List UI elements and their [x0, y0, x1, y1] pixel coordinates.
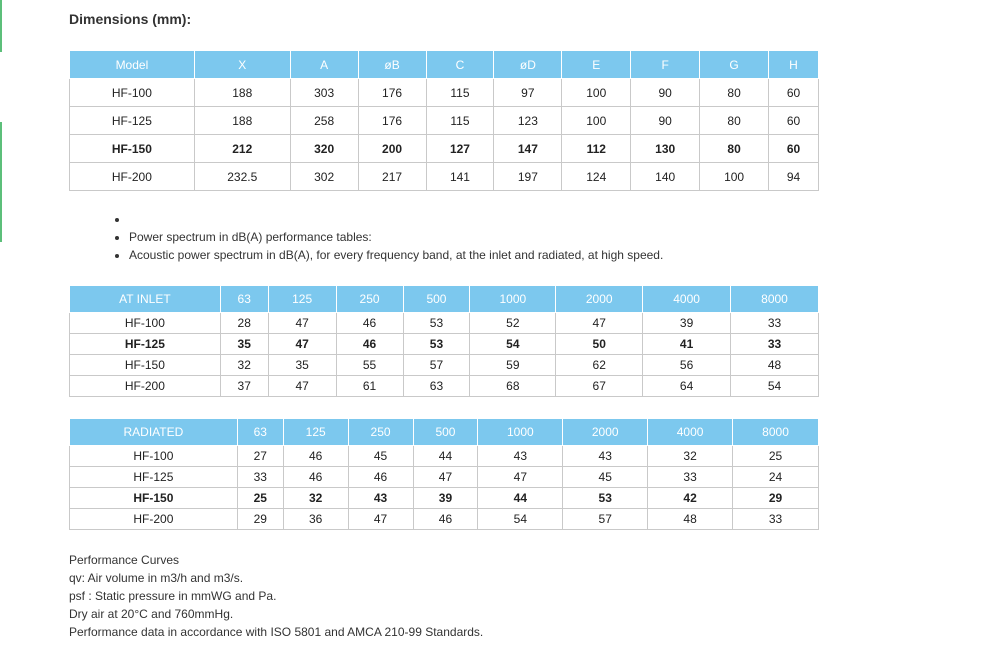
- header-cell: E: [562, 51, 631, 79]
- table-cell: 46: [283, 446, 348, 467]
- list-item: • Power spectrum in dB(A) performance tables:: [129, 228, 663, 246]
- table-row: [70, 355, 819, 376]
- table-cell: 47: [348, 509, 413, 530]
- table-cell: 33: [648, 467, 733, 488]
- table-cell: 25: [733, 446, 819, 467]
- table-cell: HF-150: [70, 355, 221, 376]
- dimensions-header-row: [70, 51, 819, 79]
- table-cell: 47: [268, 376, 336, 397]
- table-cell: 100: [562, 79, 631, 107]
- table-cell: 63: [403, 376, 470, 397]
- inlet-spectrum-table: [69, 285, 819, 397]
- table-cell: 188: [194, 79, 290, 107]
- header-cell: 500: [403, 286, 470, 313]
- table-cell: 258: [290, 107, 358, 135]
- table-cell: 94: [769, 163, 819, 191]
- table-cell: 67: [556, 376, 643, 397]
- table-cell: 90: [631, 79, 700, 107]
- table-row: [70, 446, 819, 467]
- table-cell: 48: [731, 355, 819, 376]
- table-row: [70, 313, 819, 334]
- table-row: [70, 107, 819, 135]
- performance-line: Dry air at 20°C and 760mmHg.: [69, 607, 234, 621]
- table-cell: 176: [358, 107, 426, 135]
- table-cell: 47: [268, 334, 336, 355]
- header-cell: A: [290, 51, 358, 79]
- table-cell: 46: [413, 509, 478, 530]
- table-cell: 46: [336, 313, 403, 334]
- table-cell: 47: [478, 467, 563, 488]
- table-cell: 52: [470, 313, 556, 334]
- table-cell: 25: [237, 488, 283, 509]
- table-cell: 53: [563, 488, 648, 509]
- table-cell: 35: [268, 355, 336, 376]
- radiated-spectrum-table: [69, 418, 819, 530]
- table-cell: 60: [769, 79, 819, 107]
- table-row-highlighted: [70, 334, 819, 355]
- table-cell: 47: [556, 313, 643, 334]
- table-cell: 33: [733, 509, 819, 530]
- performance-line: psf : Static pressure in mmWG and Pa.: [69, 589, 277, 603]
- dimensions-table: [69, 50, 819, 191]
- header-cell: 500: [413, 419, 478, 446]
- table-cell: HF-200: [70, 509, 238, 530]
- inlet-header-row: [70, 286, 819, 313]
- dimensions-title: Dimensions (mm):: [69, 11, 192, 27]
- table-cell: 47: [413, 467, 478, 488]
- table-cell: HF-125: [70, 107, 195, 135]
- table-cell: HF-100: [70, 313, 221, 334]
- header-cell: 250: [348, 419, 413, 446]
- table-cell: 45: [563, 467, 648, 488]
- header-cell: 1000: [470, 286, 556, 313]
- table-cell: HF-100: [70, 446, 238, 467]
- table-cell: 54: [470, 334, 556, 355]
- table-cell: 50: [556, 334, 643, 355]
- table-cell: 47: [268, 313, 336, 334]
- table-cell: 64: [643, 376, 731, 397]
- table-row: [70, 79, 819, 107]
- table-cell: 80: [700, 79, 769, 107]
- table-cell: 53: [403, 313, 470, 334]
- table-cell: 46: [336, 334, 403, 355]
- table-cell: 33: [237, 467, 283, 488]
- table-cell: 46: [348, 467, 413, 488]
- header-cell: øB: [358, 51, 426, 79]
- table-cell: 188: [194, 107, 290, 135]
- table-cell: 57: [563, 509, 648, 530]
- radiated-header-row: [70, 419, 819, 446]
- header-cell: 63: [220, 286, 268, 313]
- table-row: [70, 467, 819, 488]
- table-cell: 115: [426, 79, 494, 107]
- table-cell: 43: [563, 446, 648, 467]
- table-cell: 43: [348, 488, 413, 509]
- table-cell: 197: [494, 163, 562, 191]
- table-cell: 127: [426, 135, 494, 163]
- table-cell: HF-150: [70, 135, 195, 163]
- table-cell: HF-100: [70, 79, 195, 107]
- table-cell: 44: [413, 446, 478, 467]
- table-cell: 32: [648, 446, 733, 467]
- header-cell: G: [700, 51, 769, 79]
- table-cell: 90: [631, 107, 700, 135]
- performance-heading: Performance Curves: [69, 553, 180, 567]
- table-cell: 59: [470, 355, 556, 376]
- performance-line: qv: Air volume in m3/h and m3/s.: [69, 571, 244, 585]
- list-item: • Acoustic power spectrum in dB(A), for every frequency band, at the inlet and radiated, at high speed.: [129, 246, 663, 264]
- table-cell: 61: [336, 376, 403, 397]
- header-cell: 8000: [733, 419, 819, 446]
- left-edge-bar-top: [0, 0, 2, 52]
- table-cell: 320: [290, 135, 358, 163]
- table-cell: 130: [631, 135, 700, 163]
- table-cell: 46: [283, 467, 348, 488]
- table-row-highlighted: [70, 488, 819, 509]
- table-row: [70, 376, 819, 397]
- table-cell: 302: [290, 163, 358, 191]
- table-cell: HF-125: [70, 334, 221, 355]
- table-cell: 42: [648, 488, 733, 509]
- header-cell: 4000: [648, 419, 733, 446]
- header-cell: øD: [494, 51, 562, 79]
- header-cell: 125: [283, 419, 348, 446]
- performance-line: Performance data in accordance with ISO 5801 and AMCA 210-99 Standards.: [69, 625, 484, 639]
- table-cell: 33: [731, 313, 819, 334]
- header-cell: 2000: [556, 286, 643, 313]
- header-cell: H: [769, 51, 819, 79]
- list-item: [129, 210, 663, 228]
- table-cell: HF-125: [70, 467, 238, 488]
- header-cell: 4000: [643, 286, 731, 313]
- table-cell: 80: [700, 107, 769, 135]
- table-cell: 140: [631, 163, 700, 191]
- table-cell: 43: [478, 446, 563, 467]
- table-cell: 41: [643, 334, 731, 355]
- table-cell: 54: [731, 376, 819, 397]
- table-cell: 80: [700, 135, 769, 163]
- table-cell: HF-200: [70, 376, 221, 397]
- table-cell: 141: [426, 163, 494, 191]
- table-cell: 53: [403, 334, 470, 355]
- table-cell: 60: [769, 135, 819, 163]
- table-cell: 217: [358, 163, 426, 191]
- left-edge-bar-middle: [0, 122, 2, 242]
- table-cell: 28: [220, 313, 268, 334]
- table-cell: 112: [562, 135, 631, 163]
- table-cell: 33: [731, 334, 819, 355]
- header-cell: F: [631, 51, 700, 79]
- table-cell: 29: [237, 509, 283, 530]
- table-cell: 45: [348, 446, 413, 467]
- header-cell: X: [194, 51, 290, 79]
- table-cell: 57: [403, 355, 470, 376]
- table-cell: 232.5: [194, 163, 290, 191]
- table-row-highlighted: [70, 135, 819, 163]
- table-cell: 100: [700, 163, 769, 191]
- table-cell: 62: [556, 355, 643, 376]
- performance-notes: [69, 551, 483, 641]
- table-cell: 123: [494, 107, 562, 135]
- notes-list: [111, 210, 663, 264]
- table-cell: 115: [426, 107, 494, 135]
- header-cell: 125: [268, 286, 336, 313]
- table-cell: HF-150: [70, 488, 238, 509]
- table-cell: 48: [648, 509, 733, 530]
- table-cell: 147: [494, 135, 562, 163]
- table-cell: 37: [220, 376, 268, 397]
- table-cell: 44: [478, 488, 563, 509]
- table-cell: 303: [290, 79, 358, 107]
- table-cell: HF-200: [70, 163, 195, 191]
- header-cell: 63: [237, 419, 283, 446]
- table-cell: 100: [562, 107, 631, 135]
- table-cell: 97: [494, 79, 562, 107]
- table-cell: 39: [413, 488, 478, 509]
- table-cell: 32: [220, 355, 268, 376]
- header-cell: 2000: [563, 419, 648, 446]
- table-cell: 54: [478, 509, 563, 530]
- table-cell: 29: [733, 488, 819, 509]
- table-cell: 60: [769, 107, 819, 135]
- table-cell: 24: [733, 467, 819, 488]
- table-row: [70, 509, 819, 530]
- header-cell: RADIATED: [70, 419, 238, 446]
- table-cell: 39: [643, 313, 731, 334]
- table-cell: 35: [220, 334, 268, 355]
- table-cell: 200: [358, 135, 426, 163]
- table-cell: 68: [470, 376, 556, 397]
- table-cell: 55: [336, 355, 403, 376]
- table-cell: 27: [237, 446, 283, 467]
- header-cell: AT INLET: [70, 286, 221, 313]
- header-cell: 1000: [478, 419, 563, 446]
- header-cell: 250: [336, 286, 403, 313]
- table-cell: 36: [283, 509, 348, 530]
- table-cell: 124: [562, 163, 631, 191]
- table-cell: 56: [643, 355, 731, 376]
- header-cell: C: [426, 51, 494, 79]
- table-cell: 212: [194, 135, 290, 163]
- header-cell: 8000: [731, 286, 819, 313]
- header-cell: Model: [70, 51, 195, 79]
- table-cell: 32: [283, 488, 348, 509]
- table-cell: 176: [358, 79, 426, 107]
- table-row: [70, 163, 819, 191]
